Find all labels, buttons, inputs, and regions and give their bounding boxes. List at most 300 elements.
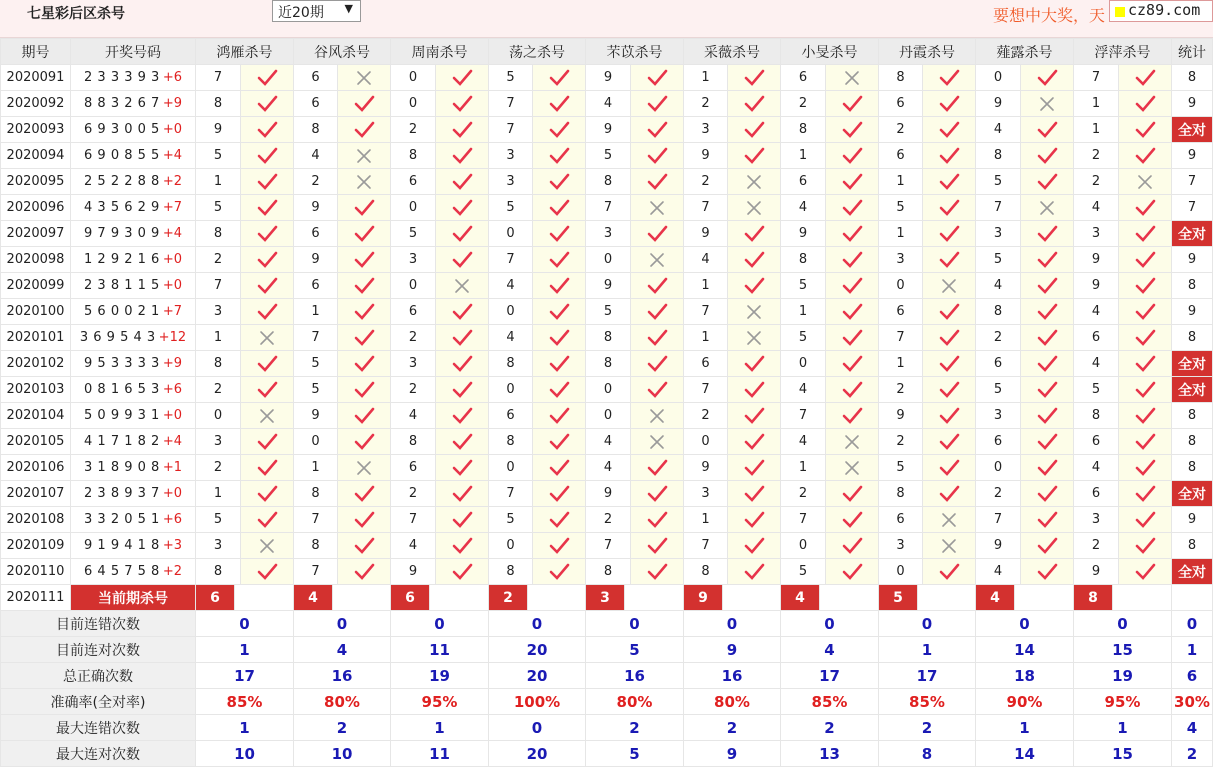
- result-cell: [1021, 455, 1073, 480]
- check-icon: [451, 407, 473, 425]
- kill-number: 5: [586, 299, 630, 324]
- result-cell: [338, 299, 390, 324]
- check-icon: [743, 537, 765, 555]
- draw-front-numbers: 5 6 0 0 2 1: [84, 304, 160, 319]
- result-cell: [1021, 169, 1073, 194]
- result-cell: [338, 325, 390, 350]
- check-icon: [938, 459, 960, 477]
- check-icon: [451, 485, 473, 503]
- check-icon: [353, 537, 375, 555]
- check-icon: [451, 459, 473, 477]
- result-cell: [826, 377, 878, 402]
- check-icon: [451, 329, 473, 347]
- kill-number: 8: [976, 143, 1020, 168]
- draw-cell: [71, 403, 195, 428]
- stat-value: 17: [781, 663, 878, 688]
- check-icon: [1036, 173, 1058, 191]
- kill-number: 3: [489, 143, 532, 168]
- result-cell: [241, 117, 293, 142]
- stat-value: 16: [684, 663, 780, 688]
- result-cell: [1021, 65, 1073, 90]
- check-icon: [353, 485, 375, 503]
- check-icon: [451, 251, 473, 269]
- kill-number: 6: [294, 65, 337, 90]
- kill-number: 6: [489, 403, 532, 428]
- kill-number: 5: [976, 377, 1020, 402]
- kill-number: 2: [391, 325, 435, 350]
- draw-front-numbers: 2 3 3 3 9 3: [84, 70, 160, 85]
- period-cell: 2020095: [1, 169, 70, 194]
- kill-number: 1: [781, 143, 825, 168]
- check-icon: [743, 381, 765, 399]
- stat-value: 5: [586, 741, 683, 766]
- current-kill-blank: [235, 585, 293, 610]
- draw-back-number: +9: [162, 356, 182, 371]
- kill-number: 1: [684, 273, 727, 298]
- result-cell: [241, 455, 293, 480]
- result-cell: [338, 143, 390, 168]
- stat-value: 100%: [489, 689, 585, 714]
- result-cell: [241, 377, 293, 402]
- check-icon: [353, 433, 375, 451]
- header-stat: 统计: [1172, 39, 1212, 64]
- page-title: 七星彩后区杀号: [27, 6, 125, 22]
- result-cell: [1021, 507, 1073, 532]
- result-cell: [1119, 169, 1171, 194]
- check-icon: [743, 433, 765, 451]
- kill-number: 0: [586, 247, 630, 272]
- check-icon: [353, 199, 375, 217]
- stat-value: 15: [1074, 637, 1171, 662]
- result-cell: [923, 377, 975, 402]
- result-cell: [436, 221, 488, 246]
- check-icon: [646, 95, 668, 113]
- stat-value: 0: [1074, 611, 1171, 636]
- result-cell: [923, 143, 975, 168]
- cross-icon: [743, 303, 765, 321]
- draw-cell: [71, 65, 195, 90]
- check-icon: [451, 355, 473, 373]
- kill-number: 6: [294, 221, 337, 246]
- full-correct-badge: 全对: [1172, 481, 1212, 506]
- check-icon: [1036, 251, 1058, 269]
- check-icon: [1134, 277, 1156, 295]
- kill-number: 3: [879, 533, 922, 558]
- kill-number: 6: [391, 169, 435, 194]
- check-icon: [548, 459, 570, 477]
- kill-number: 7: [294, 507, 337, 532]
- result-cell: [436, 429, 488, 454]
- kill-number: 1: [684, 325, 727, 350]
- result-cell: [1119, 351, 1171, 376]
- result-cell: [826, 117, 878, 142]
- stat-label: 准确率(全对率): [1, 689, 195, 714]
- result-cell: [533, 247, 585, 272]
- check-icon: [841, 147, 863, 165]
- stat-value: 0: [294, 611, 390, 636]
- check-icon: [1134, 485, 1156, 503]
- check-icon: [353, 121, 375, 139]
- result-cell: [728, 455, 780, 480]
- check-icon: [646, 537, 668, 555]
- stat-value: 85%: [879, 689, 975, 714]
- kill-number: 1: [294, 455, 337, 480]
- stat-value: 2: [879, 715, 975, 740]
- kill-number: 9: [586, 273, 630, 298]
- result-cell: [241, 299, 293, 324]
- result-cell: [728, 403, 780, 428]
- header-expert: 周南杀号: [391, 39, 488, 64]
- draw-back-number: +6: [162, 512, 182, 527]
- header-period: 期号: [1, 39, 70, 64]
- stat-count: 8: [1172, 65, 1212, 90]
- result-cell: [241, 273, 293, 298]
- stat-value: 16: [586, 663, 683, 688]
- result-cell: [533, 403, 585, 428]
- result-cell: [631, 169, 683, 194]
- result-cell: [631, 325, 683, 350]
- kill-number: 5: [489, 195, 532, 220]
- stat-value: 15: [1074, 741, 1171, 766]
- result-cell: [436, 455, 488, 480]
- kill-number: 0: [391, 91, 435, 116]
- draw-back-number: +6: [162, 70, 182, 85]
- period-cell: 2020101: [1, 325, 70, 350]
- kill-number: 8: [196, 221, 240, 246]
- result-cell: [1021, 351, 1073, 376]
- result-cell: [1021, 533, 1073, 558]
- result-cell: [1119, 299, 1171, 324]
- draw-cell: [71, 481, 195, 506]
- kill-number: 6: [879, 507, 922, 532]
- result-cell: [826, 533, 878, 558]
- draw-back-number: +4: [162, 148, 182, 163]
- result-cell: [923, 429, 975, 454]
- logo-square-icon: [1115, 7, 1125, 17]
- draw-cell: [71, 351, 195, 376]
- check-icon: [256, 355, 278, 373]
- result-cell: [1119, 247, 1171, 272]
- cross-icon: [743, 329, 765, 347]
- period-cell: 2020108: [1, 507, 70, 532]
- check-icon: [743, 563, 765, 581]
- cross-icon: [256, 329, 278, 347]
- result-cell: [533, 351, 585, 376]
- kill-number: 9: [976, 91, 1020, 116]
- kill-number: 8: [781, 117, 825, 142]
- result-cell: [923, 195, 975, 220]
- stat-count: 8: [1172, 455, 1212, 480]
- draw-back-number: +2: [162, 564, 182, 579]
- result-cell: [533, 507, 585, 532]
- kill-number: 4: [586, 455, 630, 480]
- result-cell: [826, 403, 878, 428]
- kill-number: 5: [196, 507, 240, 532]
- check-icon: [548, 303, 570, 321]
- stat-value: 2: [781, 715, 878, 740]
- kill-number: 0: [489, 377, 532, 402]
- period-cell: 2020098: [1, 247, 70, 272]
- result-cell: [631, 377, 683, 402]
- stat-value: 11: [391, 637, 488, 662]
- kill-number: 4: [1074, 351, 1118, 376]
- check-icon: [256, 563, 278, 581]
- kill-number: 8: [196, 91, 240, 116]
- stat-value: 13: [781, 741, 878, 766]
- check-icon: [1134, 563, 1156, 581]
- check-icon: [548, 329, 570, 347]
- stat-total: 6: [1172, 663, 1212, 688]
- kill-number: 1: [879, 351, 922, 376]
- draw-cell: [71, 221, 195, 246]
- kill-number: 4: [489, 273, 532, 298]
- current-kill-blank: [1015, 585, 1073, 610]
- kill-number: 2: [976, 481, 1020, 506]
- check-icon: [1134, 511, 1156, 529]
- kill-number: 3: [391, 351, 435, 376]
- kill-number: 9: [1074, 273, 1118, 298]
- check-icon: [353, 407, 375, 425]
- draw-front-numbers: 3 6 9 5 4 3: [79, 330, 156, 345]
- stat-value: 95%: [391, 689, 488, 714]
- result-cell: [1119, 273, 1171, 298]
- kill-number: 5: [976, 169, 1020, 194]
- stat-count: 8: [1172, 273, 1212, 298]
- kill-number: 9: [294, 247, 337, 272]
- result-cell: [923, 455, 975, 480]
- result-cell: [923, 247, 975, 272]
- current-kill-blank: [723, 585, 780, 610]
- kill-number: 0: [879, 273, 922, 298]
- period-cell: 2020106: [1, 455, 70, 480]
- stat-value: 20: [489, 637, 585, 662]
- check-icon: [451, 95, 473, 113]
- result-cell: [241, 351, 293, 376]
- draw-cell: [71, 455, 195, 480]
- result-cell: [923, 325, 975, 350]
- kill-number: 0: [879, 559, 922, 584]
- result-cell: [241, 195, 293, 220]
- check-icon: [548, 407, 570, 425]
- draw-back-number: +9: [162, 96, 182, 111]
- result-cell: [338, 403, 390, 428]
- kill-number: 1: [294, 299, 337, 324]
- cross-icon: [353, 69, 375, 87]
- stat-value: 20: [489, 663, 585, 688]
- stat-label: 目前连对次数: [1, 637, 195, 662]
- result-cell: [631, 91, 683, 116]
- check-icon: [451, 381, 473, 399]
- check-icon: [353, 381, 375, 399]
- check-icon: [841, 381, 863, 399]
- kill-number: 4: [781, 377, 825, 402]
- stat-value: 1: [1074, 715, 1171, 740]
- header-expert: 谷风杀号: [294, 39, 390, 64]
- check-icon: [841, 485, 863, 503]
- check-icon: [938, 381, 960, 399]
- current-kill-number: 9: [684, 585, 722, 610]
- period-cell: 2020100: [1, 299, 70, 324]
- kill-number: 5: [489, 65, 532, 90]
- stat-label: 最大连对次数: [1, 741, 195, 766]
- result-cell: [728, 299, 780, 324]
- draw-cell: [71, 533, 195, 558]
- kill-number: 4: [781, 195, 825, 220]
- kill-number: 4: [1074, 455, 1118, 480]
- check-icon: [451, 199, 473, 217]
- check-icon: [938, 407, 960, 425]
- check-icon: [548, 95, 570, 113]
- check-icon: [548, 537, 570, 555]
- result-cell: [826, 299, 878, 324]
- check-icon: [353, 225, 375, 243]
- kill-number: 2: [1074, 533, 1118, 558]
- check-icon: [256, 303, 278, 321]
- period-select-value: 近20期: [278, 5, 324, 21]
- kill-number: 6: [391, 299, 435, 324]
- kill-number: 5: [1074, 377, 1118, 402]
- result-cell: [1119, 403, 1171, 428]
- stat-value: 0: [976, 611, 1073, 636]
- current-kill-number: 4: [976, 585, 1014, 610]
- kill-number: 1: [1074, 91, 1118, 116]
- cross-icon: [1134, 173, 1156, 191]
- kill-number: 0: [489, 221, 532, 246]
- kill-number: 1: [879, 221, 922, 246]
- check-icon: [451, 173, 473, 191]
- kill-number: 6: [781, 169, 825, 194]
- result-cell: [631, 65, 683, 90]
- stat-value: 19: [1074, 663, 1171, 688]
- check-icon: [743, 121, 765, 139]
- check-icon: [256, 459, 278, 477]
- stat-value: 17: [196, 663, 293, 688]
- kill-number: 8: [1074, 403, 1118, 428]
- period-select[interactable]: [272, 0, 361, 22]
- kill-number: 3: [489, 169, 532, 194]
- stat-count: 8: [1172, 325, 1212, 350]
- kill-number: 9: [879, 403, 922, 428]
- cross-icon: [743, 199, 765, 217]
- result-cell: [533, 299, 585, 324]
- check-icon: [1134, 433, 1156, 451]
- check-icon: [1036, 277, 1058, 295]
- kill-number: 9: [1074, 559, 1118, 584]
- draw-back-number: +2: [162, 174, 182, 189]
- stat-count: 9: [1172, 299, 1212, 324]
- cross-icon: [256, 537, 278, 555]
- result-cell: [338, 117, 390, 142]
- kill-number: 5: [976, 247, 1020, 272]
- site-logo[interactable]: [1109, 0, 1213, 22]
- result-cell: [436, 507, 488, 532]
- check-icon: [743, 407, 765, 425]
- stat-value: 0: [684, 611, 780, 636]
- kill-number: 9: [391, 559, 435, 584]
- result-cell: [631, 403, 683, 428]
- check-icon: [256, 95, 278, 113]
- check-icon: [1134, 459, 1156, 477]
- result-cell: [728, 559, 780, 584]
- result-cell: [826, 429, 878, 454]
- check-icon: [841, 329, 863, 347]
- stat-value: 1: [196, 637, 293, 662]
- kill-number: 0: [781, 533, 825, 558]
- kill-number: 7: [976, 507, 1020, 532]
- check-icon: [1134, 537, 1156, 555]
- period-cell: 2020102: [1, 351, 70, 376]
- check-icon: [256, 251, 278, 269]
- result-cell: [1021, 195, 1073, 220]
- current-period: 2020111: [1, 585, 70, 610]
- check-icon: [1036, 485, 1058, 503]
- check-icon: [353, 329, 375, 347]
- result-cell: [241, 247, 293, 272]
- result-cell: [1119, 533, 1171, 558]
- kill-number: 3: [976, 221, 1020, 246]
- check-icon: [1134, 69, 1156, 87]
- check-icon: [841, 173, 863, 191]
- result-cell: [1119, 195, 1171, 220]
- kill-number: 5: [489, 507, 532, 532]
- kill-number: 8: [586, 559, 630, 584]
- check-icon: [1036, 69, 1058, 87]
- period-cell: 2020093: [1, 117, 70, 142]
- kill-number: 7: [489, 247, 532, 272]
- check-icon: [1036, 407, 1058, 425]
- kill-number: 2: [391, 377, 435, 402]
- check-icon: [353, 95, 375, 113]
- kill-number: 9: [294, 195, 337, 220]
- check-icon: [938, 173, 960, 191]
- current-kill-number: 6: [196, 585, 234, 610]
- check-icon: [938, 485, 960, 503]
- check-icon: [1036, 537, 1058, 555]
- check-icon: [841, 407, 863, 425]
- period-cell: 2020099: [1, 273, 70, 298]
- kill-number: 0: [391, 65, 435, 90]
- check-icon: [548, 511, 570, 529]
- cross-icon: [841, 459, 863, 477]
- current-kill-number: 2: [489, 585, 527, 610]
- stat-value: 14: [976, 741, 1073, 766]
- kill-number: 7: [196, 273, 240, 298]
- kill-number: 0: [684, 429, 727, 454]
- marquee-text: 要想中大奖，天: [993, 6, 1106, 25]
- kill-number: 0: [391, 195, 435, 220]
- result-cell: [241, 481, 293, 506]
- check-icon: [1134, 95, 1156, 113]
- result-cell: [533, 455, 585, 480]
- kill-number: 6: [879, 299, 922, 324]
- result-cell: [826, 481, 878, 506]
- cross-icon: [353, 459, 375, 477]
- check-icon: [646, 147, 668, 165]
- stat-count: 8: [1172, 429, 1212, 454]
- result-cell: [241, 325, 293, 350]
- kill-number: 1: [196, 325, 240, 350]
- stat-value: 9: [684, 741, 780, 766]
- check-icon: [1134, 355, 1156, 373]
- kill-number: 7: [586, 195, 630, 220]
- kill-number: 5: [879, 195, 922, 220]
- kill-number: 6: [294, 273, 337, 298]
- result-cell: [1119, 91, 1171, 116]
- kill-number: 5: [196, 195, 240, 220]
- kill-number: 2: [684, 169, 727, 194]
- top-bar: [0, 0, 1213, 38]
- check-icon: [841, 511, 863, 529]
